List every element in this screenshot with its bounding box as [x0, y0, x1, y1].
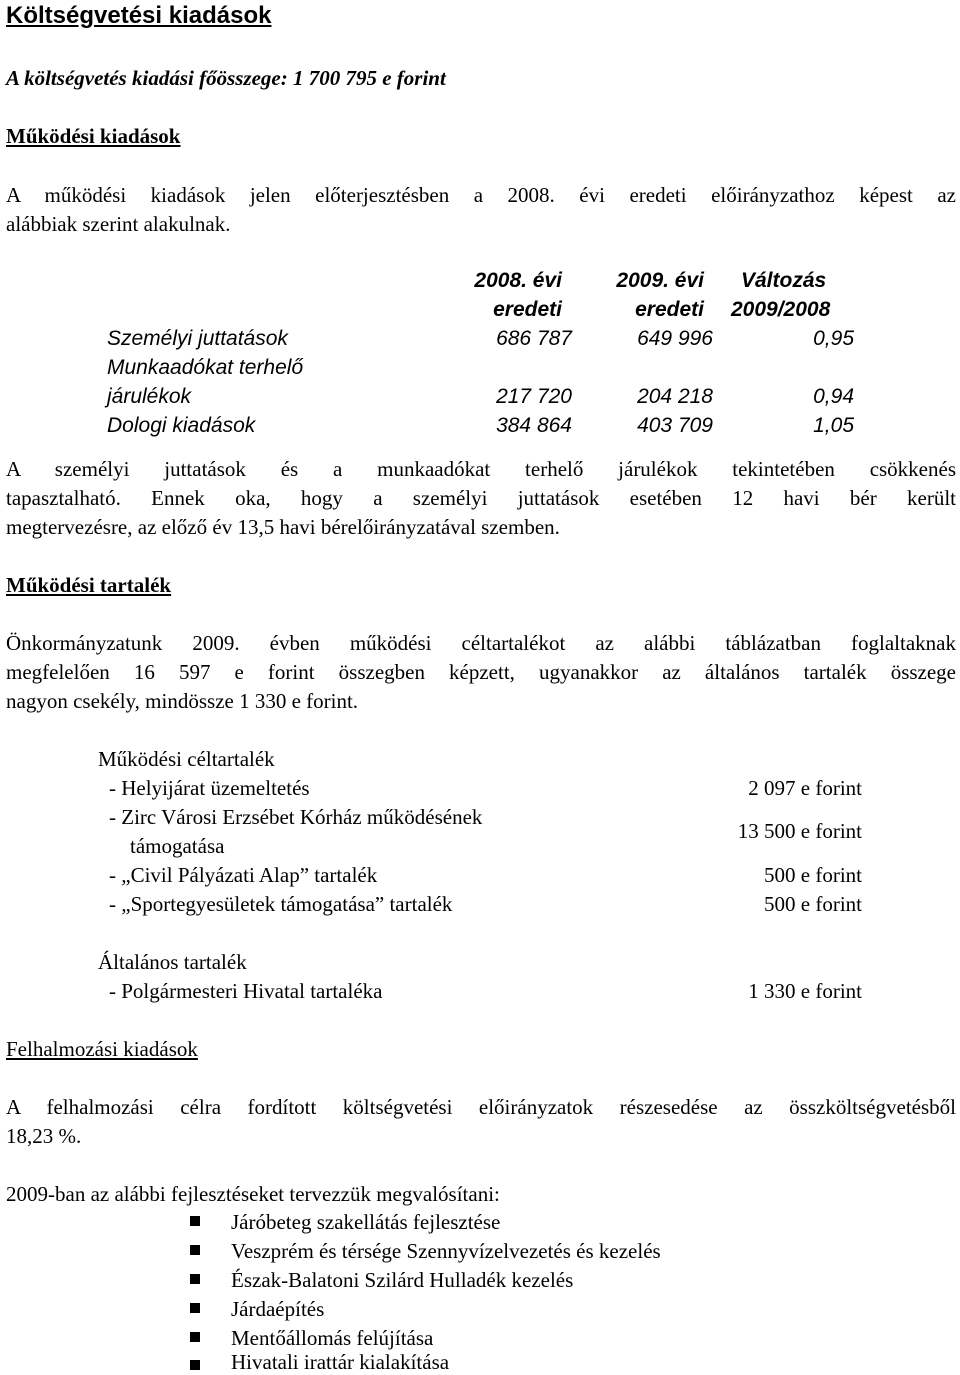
- row-label: Személyi juttatások: [107, 327, 288, 350]
- reserve-item-amount: 500 e forint: [764, 863, 862, 887]
- general-reserve-label: - Polgármesteri Hivatal tartaléka: [109, 979, 383, 1003]
- header-2008-line1: 2008. évi: [474, 269, 562, 292]
- reserve-item-label-line1: - Zirc Városi Erzsébet Kórház működésének: [109, 805, 483, 829]
- bullet-icon: [190, 1360, 200, 1370]
- paragraph-2-line-3: nagyon csekély, mindössze 1 330 e forint.: [6, 689, 359, 713]
- paragraph-2-line-1: Önkormányzatunk 2009. évben működési céltartalékot az alábbi táblázatban foglaltaknak: [6, 631, 956, 655]
- page-title: Költségvetési kiadások: [6, 2, 272, 29]
- section-heading-capex: Felhalmozási kiadások: [6, 1037, 198, 1061]
- list-item: Veszprém és térsége Szennyvízelvezetés és kezelés: [231, 1239, 661, 1263]
- header-2009-line1: 2009. évi: [616, 269, 704, 292]
- list-item: Járóbeteg szakellátás fejlesztése: [231, 1210, 501, 1234]
- paragraph-1-line-1: A személyi juttatások és a munkaadókat terhelő járulékok tekintetében csökkenés: [6, 457, 956, 481]
- bullet-icon: [190, 1332, 200, 1342]
- bullet-icon: [190, 1274, 200, 1284]
- intro-line-2: alábbiak szerint alakulnak.: [6, 212, 231, 236]
- reserve-item-label: - Helyijárat üzemeltetés: [109, 776, 310, 800]
- row-value-2008: 686 787: [496, 327, 572, 350]
- row-label: Dologi kiadások: [107, 414, 256, 437]
- list-item: Járdaépítés: [231, 1297, 325, 1321]
- bullet-icon: [190, 1245, 200, 1255]
- reserve-item-label-line2: támogatása: [130, 834, 225, 858]
- paragraph-4: 2009-ban az alábbi fejlesztéseket tervezzük megvalósítani:: [6, 1182, 500, 1206]
- row-value-2009: 403 709: [637, 414, 713, 437]
- header-change-line1: Változás: [741, 269, 827, 292]
- row-value-2009: 204 218: [637, 385, 713, 408]
- row-change: 0,94: [813, 385, 854, 408]
- paragraph-3-line-2: 18,23 %.: [6, 1124, 82, 1148]
- paragraph-2-line-2: megfelelően 16 597 e forint összegben képzett, ugyanakkor az általános tartalék összege: [6, 660, 956, 684]
- row-change: 1,05: [813, 414, 854, 437]
- total-expenditure-line: A költségvetés kiadási főösszege: 1 700 795 e forint: [6, 66, 446, 90]
- section-heading-reserve: Működési tartalék: [6, 573, 172, 597]
- list-item: Mentőállomás felújítása: [231, 1326, 434, 1350]
- row-value-2008: 384 864: [496, 414, 572, 437]
- row-label: járulékok: [107, 385, 192, 408]
- paragraph-1-line-2: tapasztalható. Ennek oka, hogy a személyi juttatások esetében 12 havi bér került: [6, 486, 956, 510]
- general-reserve-amount: 1 330 e forint: [748, 979, 862, 1003]
- bullet-icon: [190, 1216, 200, 1226]
- row-label-line1: Munkaadókat terhelő: [107, 356, 304, 379]
- reserve-item-amount: 13 500 e forint: [737, 819, 862, 843]
- reserve-heading: Működési céltartalék: [98, 747, 275, 771]
- reserve-item-label: - „Civil Pályázati Alap” tartalék: [109, 863, 378, 887]
- list-item: Hivatali irattár kialakítása: [231, 1350, 450, 1374]
- reserve-item-label: - „Sportegyesületek támogatása” tartalék: [109, 892, 453, 916]
- list-item: Észak-Balatoni Szilárd Hulladék kezelés: [231, 1268, 574, 1292]
- header-change-line2: 2009/2008: [731, 298, 831, 321]
- reserve-item-amount: 2 097 e forint: [748, 776, 862, 800]
- intro-line-1: A működési kiadások jelen előterjesztésben a 2008. évi eredeti előirányzathoz képest az: [6, 183, 956, 207]
- bullet-icon: [190, 1303, 200, 1313]
- reserve-item-amount: 500 e forint: [764, 892, 862, 916]
- general-reserve-heading: Általános tartalék: [98, 950, 247, 974]
- section-heading-operating: Működési kiadások: [6, 124, 181, 148]
- row-value-2008: 217 720: [496, 385, 572, 408]
- row-change: 0,95: [813, 327, 854, 350]
- paragraph-3-line-1: A felhalmozási célra fordított költségvetési előirányzatok részesedése az összköltségvetésből: [6, 1095, 956, 1119]
- paragraph-1-line-3: megtervezésre, az előző év 13,5 havi bérelőirányzatával szemben.: [6, 515, 560, 539]
- header-2009-line2: eredeti: [635, 298, 704, 321]
- header-2008-line2: eredeti: [493, 298, 562, 321]
- row-value-2009: 649 996: [637, 327, 713, 350]
